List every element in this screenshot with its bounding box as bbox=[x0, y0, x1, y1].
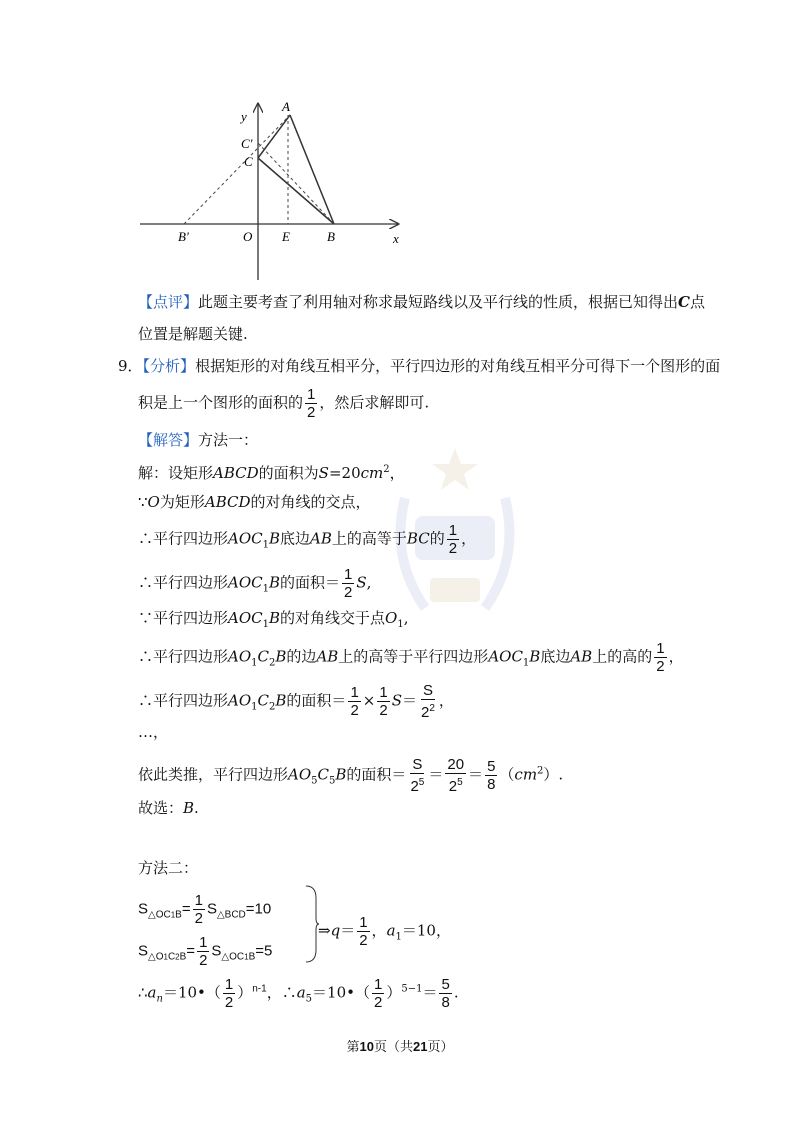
coordinate-figure bbox=[0, 0, 800, 290]
solution-line-6 bbox=[138, 640, 684, 675]
q9-analysis-line-1 bbox=[118, 356, 720, 376]
math-text: . bbox=[194, 799, 199, 817]
fraction bbox=[654, 640, 666, 675]
math-text: AB bbox=[570, 647, 593, 666]
math-text: 1 bbox=[379, 684, 388, 701]
math-text: △OC bbox=[148, 909, 171, 921]
segment-CB bbox=[258, 158, 334, 224]
math-text: 1 bbox=[262, 539, 269, 551]
segment-AC bbox=[258, 115, 290, 158]
question-number: 9． bbox=[118, 357, 143, 375]
math-text: 5 bbox=[311, 775, 318, 787]
math-text: ABCD bbox=[213, 464, 259, 482]
math-text: 上的高等于平行四边形 bbox=[338, 647, 489, 666]
dashed-C-prime-B bbox=[258, 143, 334, 224]
math-text: 2 bbox=[199, 952, 208, 969]
math-text: 5 bbox=[418, 777, 425, 788]
math-text: ＝10•（ bbox=[162, 983, 221, 1002]
math-text: 5−1 bbox=[401, 983, 423, 995]
math-text: ∵平行四边形 bbox=[138, 609, 229, 627]
method-one-label: 方法一： bbox=[198, 431, 259, 449]
comment-text-end: 点 bbox=[689, 293, 705, 311]
math-text: 的面积为 bbox=[258, 464, 319, 482]
fraction bbox=[485, 758, 497, 793]
math-text: AOC bbox=[228, 529, 263, 548]
math-text: 依此类推，平行四边形 bbox=[138, 765, 289, 784]
solution-line-4 bbox=[138, 566, 371, 601]
math-text: 故选： bbox=[138, 799, 184, 817]
method-two-eq-1 bbox=[138, 892, 271, 927]
math-text: 2 bbox=[194, 910, 203, 927]
math-text: , bbox=[366, 573, 372, 592]
math-text: = bbox=[181, 900, 191, 918]
math-text: ∴平行四边形 bbox=[138, 691, 229, 710]
comment-line-2 bbox=[138, 324, 248, 344]
label-O: O bbox=[243, 229, 253, 244]
fraction bbox=[348, 684, 360, 719]
fraction bbox=[197, 934, 209, 969]
math-text: AO bbox=[228, 691, 252, 710]
math-text: ＝ bbox=[422, 983, 438, 1002]
segment-AB bbox=[290, 115, 334, 224]
math-text: 2 bbox=[421, 704, 430, 721]
fraction bbox=[439, 976, 451, 1011]
page-footer bbox=[0, 1036, 800, 1055]
math-text: 1 bbox=[344, 566, 353, 583]
math-part: ， bbox=[461, 529, 477, 548]
math-text: 2 bbox=[269, 657, 276, 669]
fraction-half bbox=[305, 386, 317, 421]
method-two-eq-2 bbox=[138, 934, 272, 969]
label-C-prime: C' bbox=[241, 136, 253, 151]
math-text: 2 bbox=[175, 952, 180, 962]
math-text: 1 bbox=[262, 619, 269, 630]
solution-line-1 bbox=[138, 460, 405, 483]
comment-text-2: 位置是解题关键. bbox=[138, 325, 248, 343]
math-text: 5 bbox=[329, 775, 336, 787]
math-text: 的对角线的交点， bbox=[250, 493, 371, 511]
math-text: 2 bbox=[224, 994, 234, 1011]
math-text: ⇒ bbox=[318, 921, 331, 940]
math-text: 8 bbox=[487, 776, 496, 793]
fraction bbox=[408, 756, 426, 795]
math-part bbox=[408, 774, 426, 795]
math-text: 21 bbox=[413, 1039, 428, 1054]
math-text: ， bbox=[438, 691, 454, 710]
math-text: AOC bbox=[488, 647, 523, 666]
math-text: × bbox=[362, 691, 376, 710]
math-text: B bbox=[269, 609, 281, 627]
analysis-text-2b: ，然后求解即可. bbox=[319, 393, 430, 412]
math-text: S bbox=[356, 573, 367, 592]
math-text: 方法二： bbox=[138, 859, 199, 877]
math-text: B bbox=[275, 647, 287, 666]
math-text: S bbox=[422, 682, 433, 699]
math-text: q bbox=[330, 921, 341, 940]
label-B: B bbox=[327, 229, 335, 244]
math-text: S bbox=[138, 900, 149, 918]
math-text: ＝10， bbox=[401, 921, 451, 940]
math-text: 1 bbox=[395, 931, 402, 943]
math-text: △O bbox=[148, 951, 164, 963]
math-text: 底边 bbox=[540, 647, 571, 666]
math-text: 1 bbox=[448, 522, 458, 539]
math-text: 8 bbox=[441, 994, 450, 1011]
math-text: B bbox=[529, 647, 541, 666]
math-text: △BCD bbox=[216, 909, 246, 921]
math-text: B bbox=[335, 765, 347, 784]
math-text: 2 bbox=[656, 658, 665, 675]
math-text: 2 bbox=[537, 765, 544, 777]
math-text: n bbox=[156, 993, 163, 1005]
math-text: ∴平行四边形 bbox=[138, 529, 229, 548]
math-text: 1 bbox=[397, 619, 404, 630]
math-text: cm bbox=[360, 464, 384, 482]
math-text: 1 bbox=[307, 386, 316, 403]
math-text: B bbox=[248, 951, 256, 963]
answer-tag: 【解答】 bbox=[138, 431, 199, 449]
math-text: B bbox=[175, 909, 182, 921]
math-text: S bbox=[211, 942, 222, 960]
math-text: 解：设矩形 bbox=[138, 464, 214, 482]
math-text: 5 bbox=[457, 777, 463, 788]
math-text: 上的高的 bbox=[592, 647, 653, 666]
math-text: S bbox=[318, 464, 329, 482]
math-text: B bbox=[275, 691, 287, 710]
fraction bbox=[447, 522, 459, 557]
math-text: 2 bbox=[373, 994, 383, 1011]
math-text: 2 bbox=[429, 703, 435, 714]
comment-tag: 【点评】 bbox=[138, 293, 199, 311]
math-text: 1 bbox=[350, 684, 359, 701]
analysis-text-2: 积是上一个图形的面积的 bbox=[138, 393, 304, 412]
math-text: B bbox=[183, 799, 195, 817]
math-text: , bbox=[403, 609, 409, 627]
math-text: ，∴ bbox=[266, 983, 297, 1002]
math-text: ， bbox=[371, 921, 387, 940]
math-text: AO bbox=[228, 647, 252, 666]
math-text: B bbox=[269, 529, 281, 548]
math-text: （ bbox=[499, 765, 515, 784]
math-text: ＝ bbox=[340, 921, 356, 940]
fraction bbox=[193, 892, 205, 927]
solution-line-ellipsis bbox=[138, 722, 168, 742]
math-text: AB bbox=[316, 647, 339, 666]
math-text: ∴ bbox=[138, 983, 148, 1002]
comment-line-1 bbox=[138, 292, 705, 312]
label-E: E bbox=[282, 229, 290, 244]
math-text: …， bbox=[138, 723, 169, 741]
math-text: ABCD bbox=[204, 493, 251, 511]
math-text: O bbox=[385, 609, 398, 627]
comment-point: C bbox=[678, 293, 690, 311]
math-text: 1 bbox=[656, 640, 665, 657]
fraction bbox=[372, 976, 384, 1011]
math-text: 1 bbox=[199, 934, 208, 951]
analysis-tag: 【分析】 bbox=[142, 357, 196, 375]
math-part: ＝ bbox=[468, 765, 484, 784]
fraction bbox=[445, 756, 466, 795]
label-A: A bbox=[282, 99, 290, 114]
math-text: AOC bbox=[228, 573, 263, 592]
math-text: ∵ bbox=[138, 493, 148, 511]
math-text: 2 bbox=[410, 778, 419, 795]
math-text: 底边 bbox=[280, 529, 311, 548]
math-text: 2 bbox=[307, 404, 316, 421]
method-two-result bbox=[318, 914, 451, 949]
comment-text: 此题主要考查了利用轴对称求最短路线以及平行线的性质，根据已知得出 bbox=[198, 293, 679, 311]
math-text: 页） bbox=[427, 1040, 454, 1055]
method-two-line-3 bbox=[138, 976, 459, 1011]
math-text: 5 bbox=[305, 993, 313, 1005]
math-text: 的对角线交于点 bbox=[280, 609, 386, 627]
math-text: 2 bbox=[379, 702, 388, 719]
math-text: S bbox=[391, 691, 402, 710]
math-text: a bbox=[296, 983, 306, 1002]
math-text: 2 bbox=[448, 778, 458, 795]
dashed-B-prime-A bbox=[184, 115, 290, 224]
math-part bbox=[447, 774, 465, 795]
math-part: ＝ bbox=[428, 765, 444, 784]
math-text: 1 bbox=[194, 892, 203, 909]
math-text: ＝ bbox=[401, 691, 417, 710]
math-text: ） bbox=[386, 983, 402, 1002]
math-text: B bbox=[269, 573, 281, 592]
math-text: BC bbox=[406, 529, 430, 548]
math-text: 1 bbox=[251, 701, 258, 713]
method-two-label bbox=[138, 858, 198, 878]
math-text: 10 bbox=[359, 1039, 374, 1054]
math-text: ）. bbox=[543, 765, 564, 784]
math-text: 的边 bbox=[286, 647, 317, 666]
math-text: C bbox=[167, 951, 176, 963]
answer-tag-line bbox=[138, 430, 258, 450]
solution-line-7 bbox=[138, 682, 454, 721]
math-text: S bbox=[206, 900, 217, 918]
fraction bbox=[223, 976, 235, 1011]
math-text: =5 bbox=[255, 942, 273, 960]
math-text: 2 bbox=[359, 932, 368, 949]
math-text: 第 bbox=[346, 1040, 360, 1055]
math-part bbox=[419, 700, 437, 721]
fraction bbox=[377, 684, 389, 719]
math-text: AB bbox=[310, 529, 332, 548]
math-text: ， bbox=[668, 647, 684, 666]
solution-line-5 bbox=[138, 608, 409, 635]
math-text: 2 bbox=[269, 701, 276, 713]
math-text: 2 bbox=[448, 540, 458, 557]
math-text: 1 bbox=[262, 583, 269, 595]
label-y: y bbox=[241, 109, 247, 124]
q9-analysis-line-2 bbox=[138, 386, 429, 421]
math-text: 1 bbox=[163, 952, 168, 962]
solution-line-2 bbox=[138, 492, 371, 512]
math-text: AOC bbox=[228, 609, 263, 627]
math-text: 1 bbox=[244, 952, 249, 962]
math-text: 的面积＝ bbox=[286, 691, 347, 710]
math-text: C bbox=[257, 647, 270, 666]
math-text: ＝10•（ bbox=[312, 983, 370, 1002]
math-text: 2 bbox=[350, 702, 359, 719]
fraction bbox=[419, 682, 437, 721]
math-text: 1 bbox=[170, 910, 176, 920]
math-text: AO bbox=[288, 765, 312, 784]
math-text: = bbox=[186, 942, 196, 960]
label-C: C bbox=[244, 154, 253, 169]
analysis-text: 根据矩形的对角线互相平分，平行四边形的对角线互相平分可得下一个图形的面 bbox=[195, 357, 721, 375]
math-text: 20 bbox=[447, 756, 465, 773]
math-text: 5 bbox=[441, 976, 450, 993]
math-text: 2 bbox=[383, 464, 390, 475]
solution-line-3 bbox=[138, 522, 476, 557]
math-text: . bbox=[453, 983, 459, 1002]
math-text: a bbox=[386, 921, 396, 940]
math-text: ∴平行四边形 bbox=[138, 573, 229, 592]
math-text: 上的高等于 bbox=[331, 529, 407, 548]
math-text: 的面积＝ bbox=[346, 765, 407, 784]
math-text: 1 bbox=[359, 914, 368, 931]
math-text: O bbox=[147, 493, 160, 511]
math-text: ∴平行四边形 bbox=[138, 647, 229, 666]
math-text: cm bbox=[514, 765, 538, 784]
label-B-prime: B' bbox=[178, 229, 189, 244]
math-text: 1 bbox=[522, 657, 530, 669]
math-text: C bbox=[317, 765, 330, 784]
math-text: 1 bbox=[373, 976, 383, 993]
math-text: S bbox=[138, 942, 149, 960]
label-x: x bbox=[393, 231, 399, 246]
math-text: 为矩形 bbox=[159, 493, 205, 511]
math-text: 的 bbox=[429, 529, 445, 548]
solution-line-9 bbox=[138, 756, 563, 795]
math-text: =10 bbox=[245, 900, 272, 918]
fraction bbox=[342, 566, 354, 601]
math-text: C bbox=[257, 691, 270, 710]
math-text: 5 bbox=[487, 758, 496, 775]
math-text: 1 bbox=[251, 657, 258, 669]
math-text: 1 bbox=[224, 976, 234, 993]
math-text: a bbox=[147, 983, 157, 1002]
math-text: 页（共 bbox=[373, 1040, 413, 1055]
math-text: B bbox=[179, 951, 187, 963]
math-text: △OC bbox=[221, 951, 245, 963]
math-text: ） bbox=[237, 983, 253, 1002]
math-text: 的面积＝ bbox=[280, 573, 341, 592]
math-text: n-1 bbox=[252, 983, 267, 995]
solution-line-10 bbox=[138, 798, 199, 818]
math-text: S bbox=[412, 756, 423, 773]
math-part: ， bbox=[389, 464, 405, 482]
math-text: 2 bbox=[344, 584, 353, 601]
math-text: =20 bbox=[328, 464, 361, 482]
fraction bbox=[357, 914, 369, 949]
